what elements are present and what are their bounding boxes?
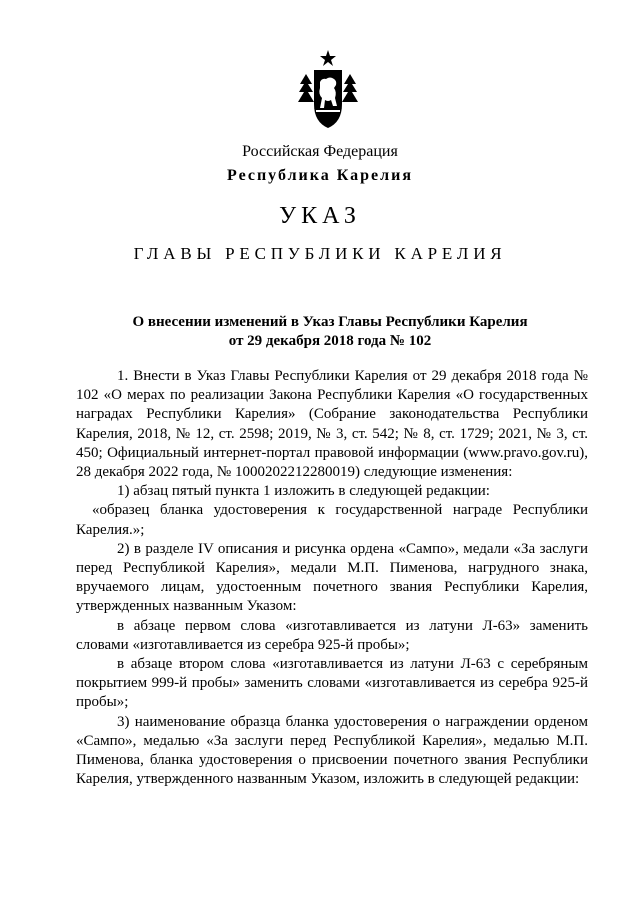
issuer-title: ГЛАВЫ РЕСПУБЛИКИ КАРЕЛИЯ — [133, 244, 507, 263]
country-name: Российская Федерация — [242, 143, 398, 160]
document-type: УКАЗ — [279, 203, 361, 229]
paragraph: 1. Внести в Указ Главы Республики Карелия от 29 декабря 2018 года № 102 «О мерах по реализации Закона Республики Карелия «О государственных наградах Республики Карелия» (Собрание законодательства Республики Карелия, 2018, № 12, ст. 2598; 2019, № 3, ст. 542; № 8, ст. 1729; 2021, № 3, ст. 450; Официальный интернет-портал правовой информации (www.pravo.gov.ru), 28 декабря 2022 года, № 1000202212280019) следующие изменения: — [76, 368, 588, 481]
karelia-coat-of-arms-icon — [296, 48, 360, 132]
paragraph: в абзаце втором слова «изготавливается из латуни Л-63 с серебряным покрытием 999-й пробы» заменить словами «изготавливается из серебра 925-й пробы»; — [76, 656, 588, 711]
subject-line-1: О внесении изменений в Указ Главы Республики Карелия — [132, 314, 528, 330]
paragraph: в абзаце первом слова «изготавливается из латуни Л-63» заменить словами «изготавливается из серебра 925-й пробы»; — [76, 617, 588, 653]
decree-subject — [120, 313, 540, 351]
republic-name: Республика Карелия — [227, 167, 413, 184]
paragraph: «образец бланка удостоверения к государственной награде Республики Карелия.»; — [76, 502, 588, 538]
subject-line-2: от 29 декабря 2018 года № 102 — [228, 333, 432, 349]
paragraph: 1) абзац пятый пункта 1 изложить в следующей редакции: — [117, 483, 490, 500]
paragraph: 2) в разделе IV описания и рисунка ордена «Сампо», медали «За заслуги перед Республикой Карелия», медали М.П. Пименова, нагрудного знака, вручаемого лицам, удостоенным почетного звания Республики Карелия, утвержденных названным Указом: — [76, 540, 588, 615]
paragraph: 3) наименование образца бланка удостоверения о награждении орденом «Сампо», медалью «За заслуги перед Республикой Карелия», медалью М.П. Пименова, бланка удостоверения о присвоении почетного звания Республики Карелия, утвержденного названным Указом, изложить в следующей редакции: — [76, 713, 588, 788]
decree-body — [76, 367, 588, 789]
